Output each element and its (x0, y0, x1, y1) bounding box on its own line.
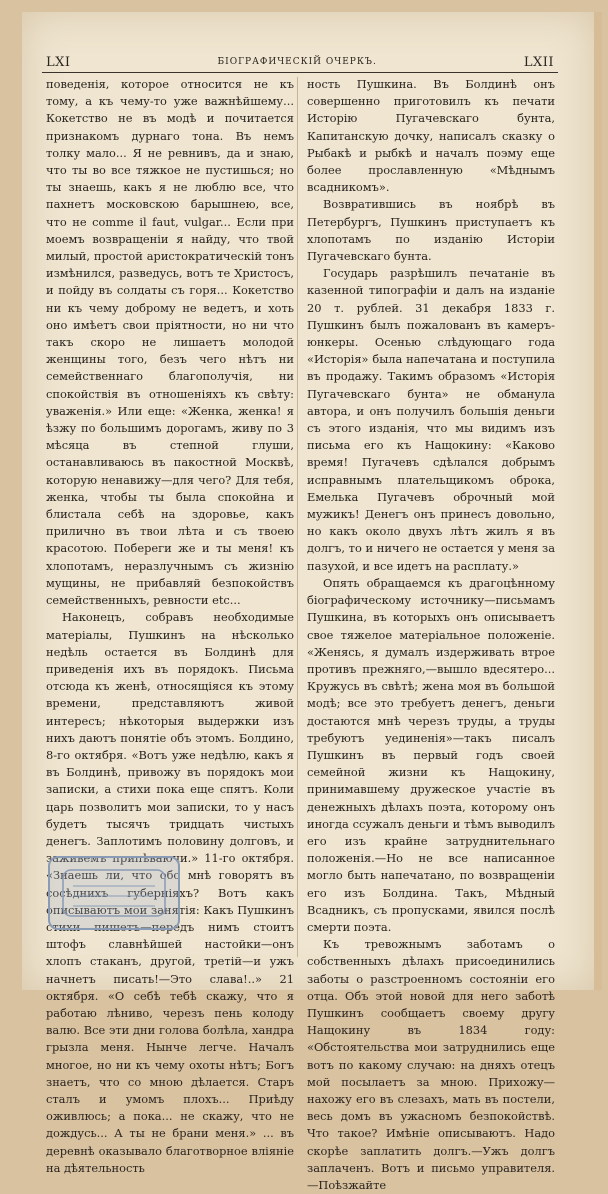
page-header (46, 52, 554, 72)
left-page-number: LXI (46, 54, 71, 70)
stamp-crest (68, 928, 158, 945)
header-rule (42, 72, 558, 73)
column-divider (297, 77, 298, 957)
left-column (46, 76, 294, 1177)
right-paragraph: Опять обращаемся къ драгоцѣнному біографическому источнику—письмамъ Пушкина, въ которыхъ онъ описываетъ свое тяжелое матеріальное положеніе. «Женясь, я думалъ издерживать втрое противъ прежняго,—вышло вдесятеро... Кружусь въ свѣтѣ; жена моя въ большой модѣ; все это требуетъ денегъ, деньги достаются мнѣ черезъ труды, а труды требуютъ уединенія»—такъ писалъ Пушкинъ въ первый годъ своей семейной жизни къ Нащокину, принимавшему дружеское участіе въ денежныхъ дѣлахъ поэта, которому онъ иногда ссужалъ деньги и тѣмъ выводилъ его изъ крайне затруднительнаго положенія.—Но не все написанное могло быть напечатано, по возвращеніи его изъ Болдина. Такъ, Мѣдный Всадникъ, съ пропусками, явился послѣ смерти поэта. (307, 575, 555, 934)
right-paragraph: Къ тревожнымъ заботамъ о собственныхъ дѣлахъ присоединились заботы о разстроенномъ состояніи его отца. Объ этой новой для него заботѣ Пушкинъ сообщаетъ своему другу Нащокину въ 1834 году: «Обстоятельства мои затруднились еще вотъ по какому случаю: на дняхъ отецъ мой посылаетъ за мною. Прихожу—нахожу его въ слезахъ, мать въ постели, весь домъ въ ужасномъ безпокойствѣ. Что такое? Имѣніе описываютъ. Надо скорѣе заплатить долгъ.—Ужъ долгъ заплаченъ. Вотъ и письмо управителя. —Поѣзжайте (307, 937, 555, 1192)
left-paragraph: поведенія, которое относится не къ тому, а къ чему-то уже важнѣйшему... Кокетство не въ модѣ и почитается признакомъ дурнаго тона. Въ немъ толку мало... Я не ревнивъ, да и знаю, что ты во все тяжкое не пустишься; но ты знаешь, какъ я не люблю все, что пахнетъ московскою барышнею, все, что не comme il faut, vulgar... Если при моемъ возвращеніи я найду, что твой милый, простой аристократическій тонъ измѣнился, разведусь, вотъ те Христосъ, и пойду въ солдаты съ горя... Кокетство ни къ чему доброму не ведетъ, и хоть оно имѣетъ свои пріятности, но ни что такъ скоро не лишаетъ молодой женщины того, безъ чего нѣтъ ни семейственнаго благополучія, ни спокойствія въ отношеніяхъ къ свѣту: уваженія.» Или еще: «Женка, женка! я ѣзжу по большимъ дорогамъ, живу по 3 мѣсяца въ степной глуши, останавливаюсь въ пакостной Москвѣ, которую ненавижу—для чего? Для тебя, женка, чтобы ты была спокойна и блистала себѣ на здоровье, какъ прилично въ твои лѣта и съ твоею красотою. Побереги же и ты меня! къ хлопотамъ, неразлучнымъ съ жизнію мущины, не прибавляй безпокойствъ семейственныхъ, ревности etc... (46, 77, 294, 608)
library-stamp (48, 856, 180, 930)
running-title: БІОГРАФИЧЕСКІЙ ОЧЕРКЪ. (217, 57, 377, 67)
right-page-number: LXII (523, 54, 554, 70)
left-paragraph: Наконецъ, собравъ необходимые матеріалы, Пушкинъ на нѣсколько недѣль остается въ Болдинѣ для приведенія ихъ въ порядокъ. Письма отсюда къ женѣ, относящіяся къ этому времени, представляютъ живой интересъ; нѣкоторыя выдержки изъ нихъ даютъ понятіе объ этомъ. Болдино, 8-го октября. «Вотъ уже недѣлю, какъ я въ Болдинѣ, привожу въ порядокъ мои записки, а стихи пока еще спятъ. Коли царь позволитъ мои записки, то у насъ будетъ тысячъ тридцать чистыхъ денегъ. Заплотимъ половину долговъ, и заживемъ припѣваючи.» 11-го октября. «Знаешь ли, что обо мнѣ говорятъ въ сосѣднихъ губерніяхъ? Вотъ какъ описываютъ мои занятія: Какъ Пушкинъ стихи пишетъ—передъ нимъ стоитъ штофъ славнѣйшей настойки—онъ хлопъ стаканъ, другой, третій—и ужъ начнетъ писать!—Это слава!..» 21 октября. «О себѣ тебѣ скажу, что я работаю лѣниво, черезъ пень колоду валю. Все эти дни голова болѣла, хандра грызла меня. Нынче легче. Началъ многое, но ни къ чему охоты нѣтъ; Богъ знаетъ, что со мною дѣлается. Старъ сталъ и умомъ плохъ... Приѣду оживлюсь; а пока... не скажу, что не дождусь... А ты не брани меня.» ... въ деревнѣ оказывало благотворное вліяніе на дѣятельность (46, 610, 294, 1175)
right-paragraph: Возвратившись въ ноябрѣ въ Петербургъ, Пушкинъ приступаетъ къ хлопотамъ по изданію Исторіи Пугачевскаго бунта. (307, 197, 555, 264)
stamp-emblem-icon (59, 866, 169, 920)
right-paragraph: Государь разрѣшилъ печатаніе въ казенной типографіи и далъ на изданіе 20 т. рублей. 31 декабря 1833 г. Пушкинъ былъ пожалованъ въ камеръ-юнкеры. Осенью слѣдующаго года «Исторія» была напечатана и поступила въ продажу. Такимъ образомъ «Исторія Пугачевскаго бунта» не обманула автора, и онъ получилъ большія деньги съ этого изданія, что мы видимъ изъ письма его къ Нащокину: «Каково время! Пугачевъ сдѣлался добрымъ исправнымъ плательщикомъ оброка, Емелька Пугачевъ оброчный мой мужикъ! Денегъ онъ принесъ довольно, но какъ около двухъ лѣтъ жилъ я въ долгъ, то и ничего не остается у меня за пазухой, и все идетъ на расплату.» (307, 266, 555, 573)
right-column (307, 76, 555, 1194)
right-paragraph: ность Пушкина. Въ Болдинѣ онъ совершенно приготовилъ къ печати Исторію Пугачевскаго бунта, Капитанскую дочку, написалъ сказку о Рыбакѣ и рыбкѣ и началъ поэму еще более прославленную «Мѣднымъ всадникомъ». (307, 77, 555, 195)
